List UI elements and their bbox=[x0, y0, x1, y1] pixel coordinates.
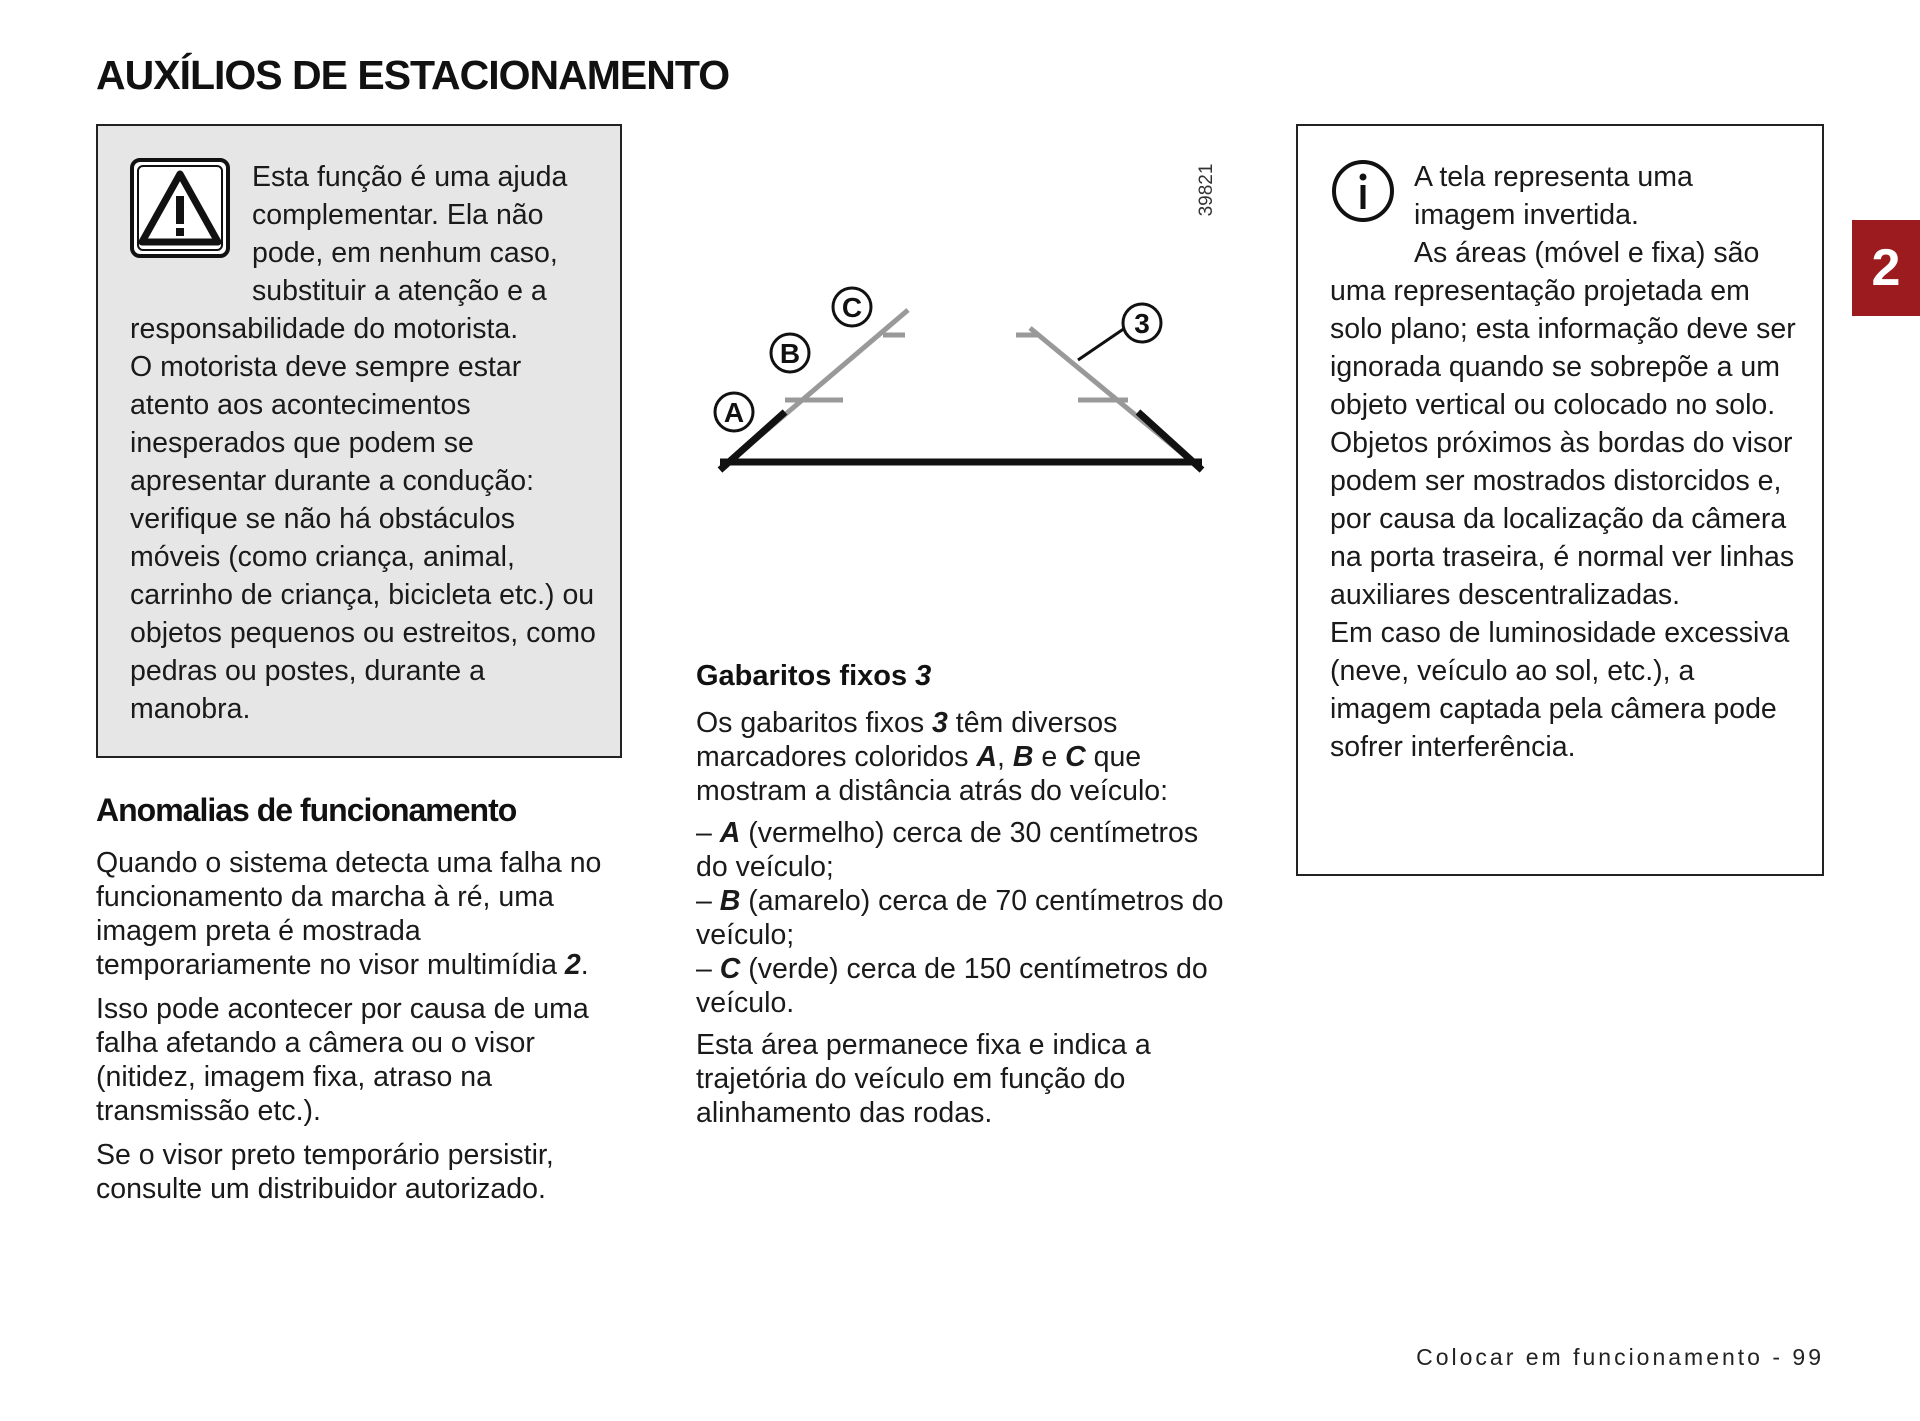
info-paragraph-3: Objetos próximos às bordas do visor podem ser mostrados distorcidos e, por causa da localização da câmera na porta traseira, é normal ver linhas auxiliares descentralizadas. bbox=[1330, 427, 1795, 611]
anomalies-body bbox=[96, 846, 636, 1216]
fixed-guides-heading bbox=[696, 660, 931, 693]
diagram-code: 39821 bbox=[1196, 163, 1217, 217]
list-dash: – bbox=[696, 885, 720, 917]
list-dash: – bbox=[696, 817, 720, 849]
svg-text:C: C bbox=[841, 292, 863, 323]
intro-and: e bbox=[1033, 741, 1066, 773]
label-c bbox=[833, 288, 871, 326]
page-title: AUXÍLIOS DE ESTACIONAMENTO bbox=[96, 52, 730, 98]
svg-text:A: A bbox=[723, 397, 745, 428]
list-dash: – bbox=[696, 953, 720, 985]
intro-text-2: têm diversos marcadores coloridos bbox=[696, 707, 1118, 773]
label-a bbox=[715, 393, 753, 431]
warning-box bbox=[96, 124, 622, 758]
info-box bbox=[1296, 124, 1824, 876]
info-paragraph-1: A tela representa uma imagem invertida. bbox=[1414, 161, 1693, 231]
fixed-guides-closing: Esta área permanece fixa e indica a trajetória do veículo em função do alinhamento das rodas. bbox=[696, 1029, 1151, 1129]
anomalies-heading: Anomalias de funcionamento bbox=[96, 792, 517, 828]
fixed-guides-intro bbox=[696, 706, 1236, 808]
list-text-a: (vermelho) cerca de 30 centímetros do veículo; bbox=[696, 817, 1199, 883]
anomalies-p1-text: Quando o sistema detecta uma falha no funcionamento da marcha à ré, uma imagem preta é mostrada temporariamente no visor multimídia bbox=[96, 847, 602, 981]
warning-text bbox=[130, 158, 600, 728]
intro-text-3: que mostram a distância atrás do veículo: bbox=[696, 741, 1169, 807]
intro-sep: , bbox=[996, 741, 1013, 773]
list-item-c bbox=[696, 952, 1236, 1020]
anomalies-paragraph-1 bbox=[96, 846, 636, 982]
list-label-b: B bbox=[719, 885, 741, 917]
list-item-b bbox=[696, 884, 1236, 952]
display-reference: 2 bbox=[564, 949, 581, 981]
svg-text:B: B bbox=[779, 338, 801, 369]
info-text bbox=[1330, 158, 1800, 766]
list-text-c: (verde) cerca de 150 centímetros do veículo. bbox=[696, 953, 1208, 1019]
intro-marker-b: B bbox=[1012, 741, 1034, 773]
list-text-b: (amarelo) cerca de 70 centímetros do veículo; bbox=[696, 885, 1224, 951]
intro-text-1: Os gabaritos fixos bbox=[696, 707, 933, 739]
anomalies-p1-end: . bbox=[580, 949, 589, 981]
anomalies-paragraph-3: Se o visor preto temporário persistir, consulte um distribuidor autorizado. bbox=[96, 1139, 554, 1205]
chapter-tab: 2 bbox=[1852, 220, 1920, 316]
list-label-c: C bbox=[719, 953, 741, 985]
warning-paragraph-1: Esta função é uma ajuda complementar. Ela não pode, em nenhum caso, substituir a atenção e a responsabilidade do motorista. bbox=[130, 161, 568, 345]
fixed-guides-heading-ref: 3 bbox=[915, 660, 932, 692]
intro-marker-a: A bbox=[976, 741, 997, 773]
info-paragraph-2: As áreas (móvel e fixa) são uma representação projetada em solo plano; esta informação deve ser ignorada quando se sobrepõe a um objeto vertical ou colocado no solo. bbox=[1330, 237, 1796, 421]
intro-ref: 3 bbox=[932, 707, 948, 739]
info-paragraph-4: Em caso de luminosidade excessiva (neve, veículo ao sol, etc.), a imagem captada pela câmera pode sofrer interferência. bbox=[1330, 617, 1790, 763]
label-b bbox=[771, 334, 809, 372]
fixed-guides-body bbox=[696, 706, 1236, 1138]
svg-text:3: 3 bbox=[1134, 308, 1150, 339]
list-label-a: A bbox=[719, 817, 741, 849]
parking-guide-diagram bbox=[690, 130, 1230, 490]
intro-marker-c: C bbox=[1065, 741, 1086, 773]
list-item-a bbox=[696, 816, 1236, 884]
anomalies-paragraph-2: Isso pode acontecer por causa de uma falha afetando a câmera ou o visor (nitidez, imagem fixa, atraso na transmissão etc.). bbox=[96, 993, 589, 1127]
page-footer: Colocar em funcionamento - 99 bbox=[1416, 1344, 1824, 1370]
warning-paragraph-2: O motorista deve sempre estar atento aos acontecimentos inesperados que podem se apresentar durante a condução: verifique se não há obstáculos móveis (como criança, animal, carrinho de criança, bicicleta etc.) ou objetos pequenos ou estreitos, como pedras ou postes, durante a manobra. bbox=[130, 351, 596, 725]
fixed-guides-heading-text: Gabaritos fixos bbox=[696, 660, 916, 692]
callout-3-leader bbox=[1078, 328, 1125, 360]
label-3 bbox=[1123, 304, 1161, 342]
